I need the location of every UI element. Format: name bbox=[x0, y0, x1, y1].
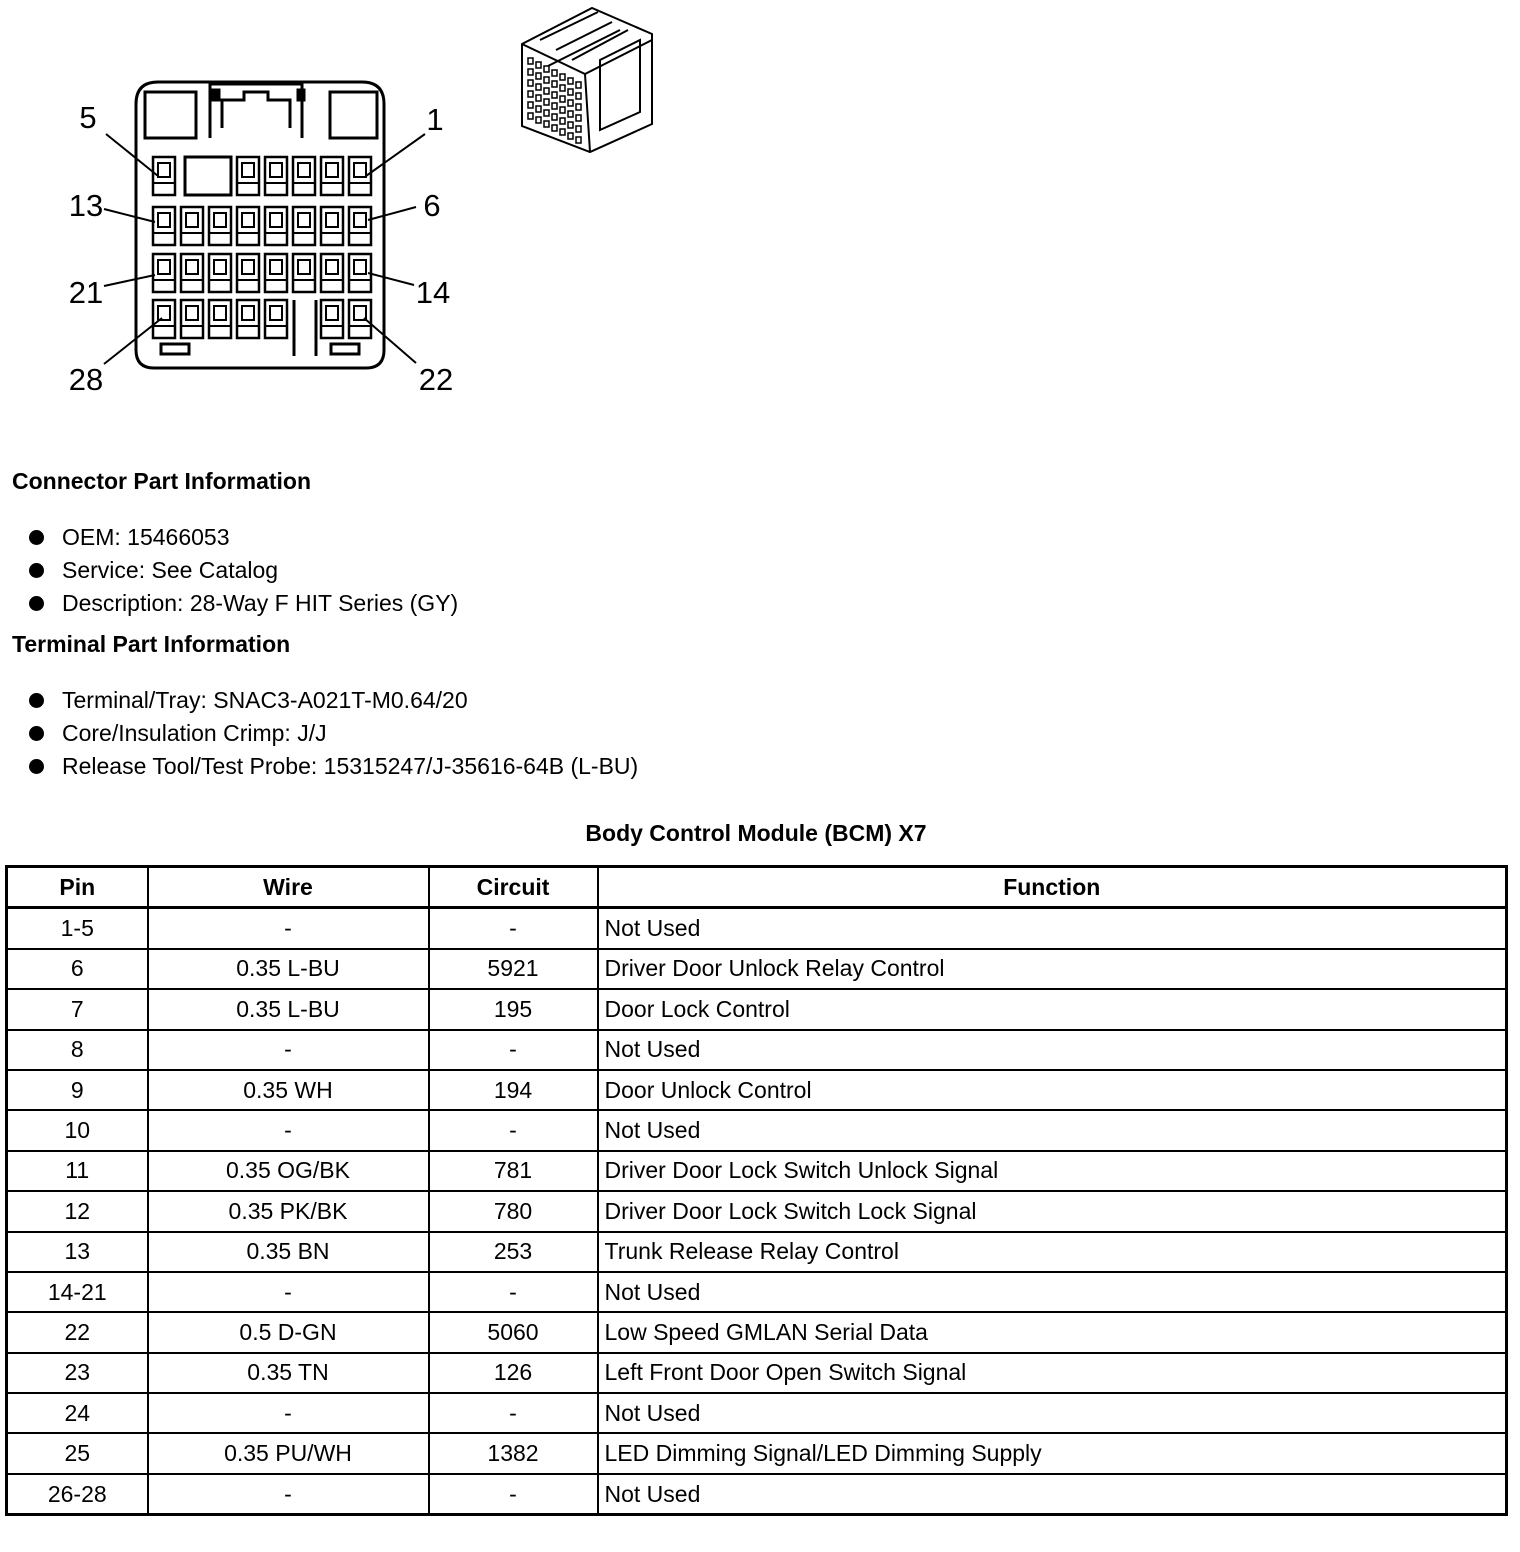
wire-cell: 0.35 PK/BK bbox=[148, 1191, 429, 1231]
iso-cavity bbox=[560, 129, 565, 135]
cavity-contact bbox=[326, 260, 338, 274]
table-row bbox=[7, 989, 1507, 1029]
cavity-contact bbox=[298, 213, 310, 227]
callout-leader bbox=[364, 318, 416, 363]
connector-isometric-view bbox=[522, 8, 652, 152]
cavity-contact bbox=[242, 260, 254, 274]
key-slot bbox=[294, 300, 316, 356]
connector-diagram bbox=[0, 0, 1520, 420]
list-item bbox=[28, 554, 458, 587]
bullet-icon bbox=[29, 563, 44, 578]
table-row bbox=[7, 1030, 1507, 1070]
cavity-contact bbox=[158, 163, 170, 177]
wire-cell: 0.35 L-BU bbox=[148, 989, 429, 1029]
circuit-cell: 780 bbox=[429, 1191, 598, 1231]
cavity-contact bbox=[186, 213, 198, 227]
iso-cavity bbox=[552, 103, 557, 109]
terminal-cavity bbox=[265, 254, 287, 292]
cavity-contact bbox=[354, 260, 366, 274]
connector-part-info-title: Connector Part Information bbox=[12, 468, 312, 494]
column-header-wire: Wire bbox=[148, 867, 429, 908]
cavity-contact bbox=[270, 213, 282, 227]
iso-cavity bbox=[560, 107, 565, 113]
circuit-cell: 195 bbox=[429, 989, 598, 1029]
circuit-cell: - bbox=[429, 1474, 598, 1515]
wire-cell: - bbox=[148, 1393, 429, 1433]
table-row bbox=[7, 1272, 1507, 1312]
connector-part-info-list bbox=[28, 521, 458, 620]
bullet-icon bbox=[29, 693, 44, 708]
pin-cell: 12 bbox=[7, 1191, 148, 1231]
function-cell: Driver Door Lock Switch Unlock Signal bbox=[598, 1151, 1507, 1191]
iso-cavity bbox=[552, 70, 557, 76]
table-row bbox=[7, 1151, 1507, 1191]
iso-cavity bbox=[568, 78, 573, 84]
table-row bbox=[7, 1353, 1507, 1393]
iso-cavity bbox=[536, 84, 541, 90]
terminal-cavity bbox=[153, 254, 175, 292]
circuit-cell: - bbox=[429, 1030, 598, 1070]
iso-cavity bbox=[544, 99, 549, 105]
iso-cavity bbox=[536, 62, 541, 68]
wire-cell: - bbox=[148, 1272, 429, 1312]
wire-cell: 0.35 BN bbox=[148, 1232, 429, 1272]
terminal-cavity bbox=[265, 300, 287, 338]
iso-cavity bbox=[576, 115, 581, 121]
terminal-part-info-title: Terminal Part Information bbox=[12, 631, 291, 657]
list-item bbox=[28, 750, 638, 783]
callout-leader bbox=[106, 134, 158, 176]
terminal-cavity bbox=[293, 254, 315, 292]
iso-cavity bbox=[528, 91, 533, 97]
terminal-cavity bbox=[153, 157, 175, 195]
pin-cell: 6 bbox=[7, 949, 148, 989]
terminal-cavity bbox=[321, 207, 343, 245]
function-cell: Trunk Release Relay Control bbox=[598, 1232, 1507, 1272]
connector-oem: OEM: 15466053 bbox=[62, 524, 230, 550]
latch-mark bbox=[213, 90, 219, 100]
table-row bbox=[7, 1191, 1507, 1231]
wire-cell: - bbox=[148, 908, 429, 949]
wire-cell: - bbox=[148, 1030, 429, 1070]
terminal-crimp: Core/Insulation Crimp: J/J bbox=[62, 720, 327, 746]
terminal-cavity bbox=[321, 300, 343, 338]
iso-cavity bbox=[552, 114, 557, 120]
function-cell: Left Front Door Open Switch Signal bbox=[598, 1353, 1507, 1393]
pin-cell: 7 bbox=[7, 989, 148, 1029]
cavity-contact bbox=[214, 306, 226, 320]
column-header-pin: Pin bbox=[7, 867, 148, 908]
pin-cell: 1-5 bbox=[7, 908, 148, 949]
table-row bbox=[7, 1232, 1507, 1272]
iso-body bbox=[522, 8, 652, 152]
iso-cavity bbox=[544, 77, 549, 83]
circuit-cell: - bbox=[429, 908, 598, 949]
housing-slot bbox=[330, 92, 377, 138]
iso-cavity bbox=[544, 88, 549, 94]
circuit-cell: - bbox=[429, 1110, 598, 1150]
pin-callout-1: 1 bbox=[426, 102, 444, 137]
connector-description: Description: 28-Way F HIT Series (GY) bbox=[62, 590, 459, 616]
pin-callout-22: 22 bbox=[418, 362, 454, 397]
circuit-cell: 253 bbox=[429, 1232, 598, 1272]
list-item bbox=[28, 521, 458, 554]
terminal-cavity bbox=[293, 157, 315, 195]
terminal-release-tool: Release Tool/Test Probe: 15315247/J-35616-64B (L-BU) bbox=[62, 753, 639, 779]
pin-cell: 14-21 bbox=[7, 1272, 148, 1312]
pin-cell: 26-28 bbox=[7, 1474, 148, 1515]
cavity-contact bbox=[158, 213, 170, 227]
iso-side-panel bbox=[600, 40, 640, 130]
function-cell: Not Used bbox=[598, 1110, 1507, 1150]
function-cell: Not Used bbox=[598, 1393, 1507, 1433]
terminal-cavity bbox=[265, 157, 287, 195]
cavity-contact bbox=[242, 213, 254, 227]
pin-callout-5: 5 bbox=[79, 100, 97, 135]
table-row bbox=[7, 1433, 1507, 1473]
table-row bbox=[7, 1393, 1507, 1433]
terminal-part-info-list bbox=[28, 684, 638, 783]
cavity-contact bbox=[158, 260, 170, 274]
pin-cell: 11 bbox=[7, 1151, 148, 1191]
latch-tab bbox=[222, 92, 290, 128]
callout-leader bbox=[368, 207, 416, 220]
function-cell: Driver Door Unlock Relay Control bbox=[598, 949, 1507, 989]
cavity-contact bbox=[158, 306, 170, 320]
cavity-contact bbox=[326, 163, 338, 177]
terminal-cavity bbox=[349, 300, 371, 338]
iso-cavity bbox=[576, 93, 581, 99]
function-cell: Not Used bbox=[598, 1272, 1507, 1312]
connector-service: Service: See Catalog bbox=[62, 557, 279, 583]
terminal-cavity bbox=[293, 207, 315, 245]
cavity-contact bbox=[270, 306, 282, 320]
terminal-cavity bbox=[153, 207, 175, 245]
function-cell: Driver Door Lock Switch Lock Signal bbox=[598, 1191, 1507, 1231]
iso-cavity bbox=[576, 82, 581, 88]
wire-cell: 0.35 OG/BK bbox=[148, 1151, 429, 1191]
bottom-tab bbox=[161, 344, 189, 354]
iso-cavity bbox=[560, 85, 565, 91]
iso-cavity bbox=[528, 80, 533, 86]
cavity-contact bbox=[214, 260, 226, 274]
iso-cavity bbox=[536, 95, 541, 101]
table-row bbox=[7, 908, 1507, 949]
iso-cavity bbox=[536, 117, 541, 123]
table-row bbox=[7, 1474, 1507, 1515]
circuit-cell: 126 bbox=[429, 1353, 598, 1393]
function-cell: LED Dimming Signal/LED Dimming Supply bbox=[598, 1433, 1507, 1473]
bullet-icon bbox=[29, 530, 44, 545]
function-cell: Not Used bbox=[598, 1474, 1507, 1515]
terminal-cavity bbox=[181, 254, 203, 292]
column-header-function: Function bbox=[598, 867, 1507, 908]
pin-callouts bbox=[69, 100, 453, 397]
cavity-contact bbox=[242, 163, 254, 177]
iso-cavity bbox=[544, 66, 549, 72]
pin-cell: 24 bbox=[7, 1393, 148, 1433]
bottom-tab bbox=[331, 344, 359, 354]
wire-cell: 0.35 PU/WH bbox=[148, 1433, 429, 1473]
pin-cell: 22 bbox=[7, 1312, 148, 1352]
terminal-cavity bbox=[237, 300, 259, 338]
terminal-cavity bbox=[209, 254, 231, 292]
iso-cavity bbox=[552, 92, 557, 98]
housing-slot bbox=[145, 92, 196, 138]
iso-cavity bbox=[560, 96, 565, 102]
list-item bbox=[28, 717, 638, 750]
pin-cell: 8 bbox=[7, 1030, 148, 1070]
terminal-tray: Terminal/Tray: SNAC3-A021T-M0.64/20 bbox=[62, 687, 468, 713]
table-row bbox=[7, 1070, 1507, 1110]
circuit-cell: 1382 bbox=[429, 1433, 598, 1473]
terminal-cavity bbox=[237, 254, 259, 292]
terminal-cavity bbox=[181, 207, 203, 245]
callout-leader bbox=[104, 318, 162, 364]
wire-cell: 0.35 TN bbox=[148, 1353, 429, 1393]
terminal-cavity bbox=[153, 300, 175, 338]
terminal-cavity bbox=[321, 254, 343, 292]
terminal-cavity bbox=[209, 207, 231, 245]
circuit-cell: - bbox=[429, 1272, 598, 1312]
terminal-cavity bbox=[237, 207, 259, 245]
pin-cell: 13 bbox=[7, 1232, 148, 1272]
cavity-contact bbox=[354, 163, 366, 177]
cavity-contact bbox=[354, 213, 366, 227]
blank-cavity bbox=[185, 157, 231, 195]
bullet-icon bbox=[29, 596, 44, 611]
wire-cell: - bbox=[148, 1474, 429, 1515]
pin-cell: 9 bbox=[7, 1070, 148, 1110]
callout-leader bbox=[366, 134, 425, 176]
wire-cell: 0.35 WH bbox=[148, 1070, 429, 1110]
iso-cavity bbox=[528, 113, 533, 119]
iso-cavity bbox=[560, 74, 565, 80]
cavity-contact bbox=[326, 306, 338, 320]
cavity-contact bbox=[214, 213, 226, 227]
terminal-cavity bbox=[237, 157, 259, 195]
list-item bbox=[28, 587, 458, 620]
cavity-contact bbox=[270, 163, 282, 177]
circuit-cell: - bbox=[429, 1393, 598, 1433]
bullet-icon bbox=[29, 759, 44, 774]
pin-callout-14: 14 bbox=[415, 275, 451, 310]
function-cell: Low Speed GMLAN Serial Data bbox=[598, 1312, 1507, 1352]
pin-callout-6: 6 bbox=[423, 188, 441, 223]
iso-cavity bbox=[568, 122, 573, 128]
terminal-cavity bbox=[181, 300, 203, 338]
iso-cavity bbox=[568, 111, 573, 117]
column-header-circuit: Circuit bbox=[429, 867, 598, 908]
bullet-icon bbox=[29, 726, 44, 741]
iso-cavity bbox=[544, 110, 549, 116]
iso-cavity bbox=[568, 100, 573, 106]
pin-table-title: Body Control Module (BCM) X7 bbox=[585, 820, 927, 846]
circuit-cell: 5921 bbox=[429, 949, 598, 989]
circuit-cell: 194 bbox=[429, 1070, 598, 1110]
pin-cell: 10 bbox=[7, 1110, 148, 1150]
pin-cell: 23 bbox=[7, 1353, 148, 1393]
wire-cell: 0.35 L-BU bbox=[148, 949, 429, 989]
iso-cavity bbox=[544, 121, 549, 127]
wire-cell: 0.5 D-GN bbox=[148, 1312, 429, 1352]
cavity-contact bbox=[298, 260, 310, 274]
function-cell: Not Used bbox=[598, 908, 1507, 949]
pin-cell: 25 bbox=[7, 1433, 148, 1473]
terminal-cavity bbox=[321, 157, 343, 195]
callout-leader bbox=[368, 273, 414, 285]
iso-cavity bbox=[576, 126, 581, 132]
wire-cell: - bbox=[148, 1110, 429, 1150]
callout-leader bbox=[104, 275, 155, 286]
function-cell: Door Unlock Control bbox=[598, 1070, 1507, 1110]
iso-cavity bbox=[536, 106, 541, 112]
cavity-contact bbox=[298, 163, 310, 177]
iso-cavity bbox=[576, 104, 581, 110]
terminal-cavity bbox=[209, 300, 231, 338]
connector-face-view bbox=[136, 82, 384, 368]
iso-cavity bbox=[528, 69, 533, 75]
cavity-contact bbox=[186, 306, 198, 320]
iso-cavity bbox=[568, 133, 573, 139]
function-cell: Door Lock Control bbox=[598, 989, 1507, 1029]
iso-cavity bbox=[528, 102, 533, 108]
cavity-contact bbox=[326, 213, 338, 227]
pin-callout-28: 28 bbox=[68, 362, 104, 397]
iso-cavity bbox=[552, 125, 557, 131]
cavity-contact bbox=[270, 260, 282, 274]
callout-leader bbox=[104, 209, 155, 222]
table-row bbox=[7, 1312, 1507, 1352]
iso-cavity bbox=[560, 118, 565, 124]
circuit-cell: 5060 bbox=[429, 1312, 598, 1352]
pin-table bbox=[5, 865, 1508, 1516]
iso-cavity bbox=[552, 81, 557, 87]
table-row bbox=[7, 1110, 1507, 1150]
pin-callout-21: 21 bbox=[68, 275, 104, 310]
cavity-contact bbox=[186, 260, 198, 274]
pin-callout-13: 13 bbox=[68, 188, 104, 223]
iso-cavity bbox=[528, 58, 533, 64]
cavity-contact bbox=[242, 306, 254, 320]
circuit-cell: 781 bbox=[429, 1151, 598, 1191]
function-cell: Not Used bbox=[598, 1030, 1507, 1070]
terminal-cavity bbox=[265, 207, 287, 245]
iso-cavity bbox=[536, 73, 541, 79]
latch-mark bbox=[298, 90, 304, 100]
table-row bbox=[7, 949, 1507, 989]
table-header-row bbox=[7, 867, 1507, 908]
list-item bbox=[28, 684, 638, 717]
iso-cavity bbox=[576, 137, 581, 143]
terminal-cavity bbox=[349, 254, 371, 292]
terminal-cavity bbox=[349, 207, 371, 245]
iso-cavity bbox=[568, 89, 573, 95]
